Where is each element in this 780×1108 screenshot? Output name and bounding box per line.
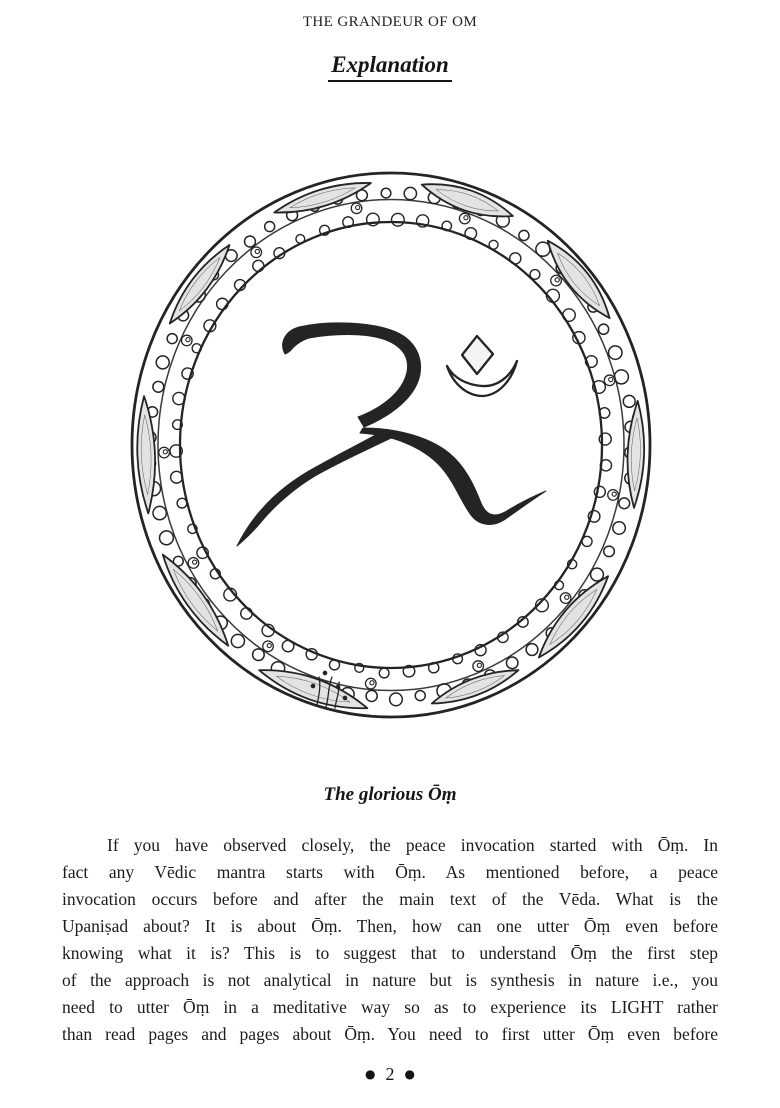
page-title: Explanation: [328, 52, 452, 82]
page-number: [0, 1064, 780, 1085]
page-number-bullet-left: ●: [365, 1067, 376, 1081]
body-line: knowing what it is? This is to suggest that to understand Ōṃ the first step: [62, 943, 718, 963]
om-bindu-diamond-icon: [462, 336, 493, 374]
page-number-value: 2: [385, 1064, 395, 1084]
om-right-tail: [360, 428, 546, 524]
body-line: need to utter Ōṃ in a meditative way so as to experience its LIGHT rather: [62, 997, 718, 1017]
body-line: of the approach is not analytical in nature but is synthesis in nature i.e., you: [62, 970, 718, 990]
om-lower-blade: [237, 433, 395, 546]
running-header: THE GRANDEUR OF OM: [302, 14, 478, 30]
body-line: invocation occurs before and after the main text of the Vēda. What is the: [62, 889, 718, 909]
body-line: If you have observed closely, the peace invocation started with Ōṃ. In: [107, 835, 718, 855]
body-line: than read pages and pages about Ōṃ. You need to first utter Ōṃ even before: [62, 1024, 718, 1044]
body-line: Upaniṣad about? It is about Ōṃ. Then, how can one utter Ōṃ even before: [62, 916, 718, 936]
body-line: fact any Vēdic mantra starts with Ōṃ. As mentioned before, a peace: [62, 862, 718, 882]
om-mandala-illustration: [125, 165, 655, 725]
om-upper-curve: [283, 323, 421, 427]
title-row: [0, 52, 780, 82]
page-number-bullet-right: ●: [404, 1067, 415, 1081]
figure-caption: The glorious Ōṃ: [323, 784, 457, 805]
body-paragraph: [62, 832, 718, 1048]
mandala-ring-border: [132, 173, 650, 718]
